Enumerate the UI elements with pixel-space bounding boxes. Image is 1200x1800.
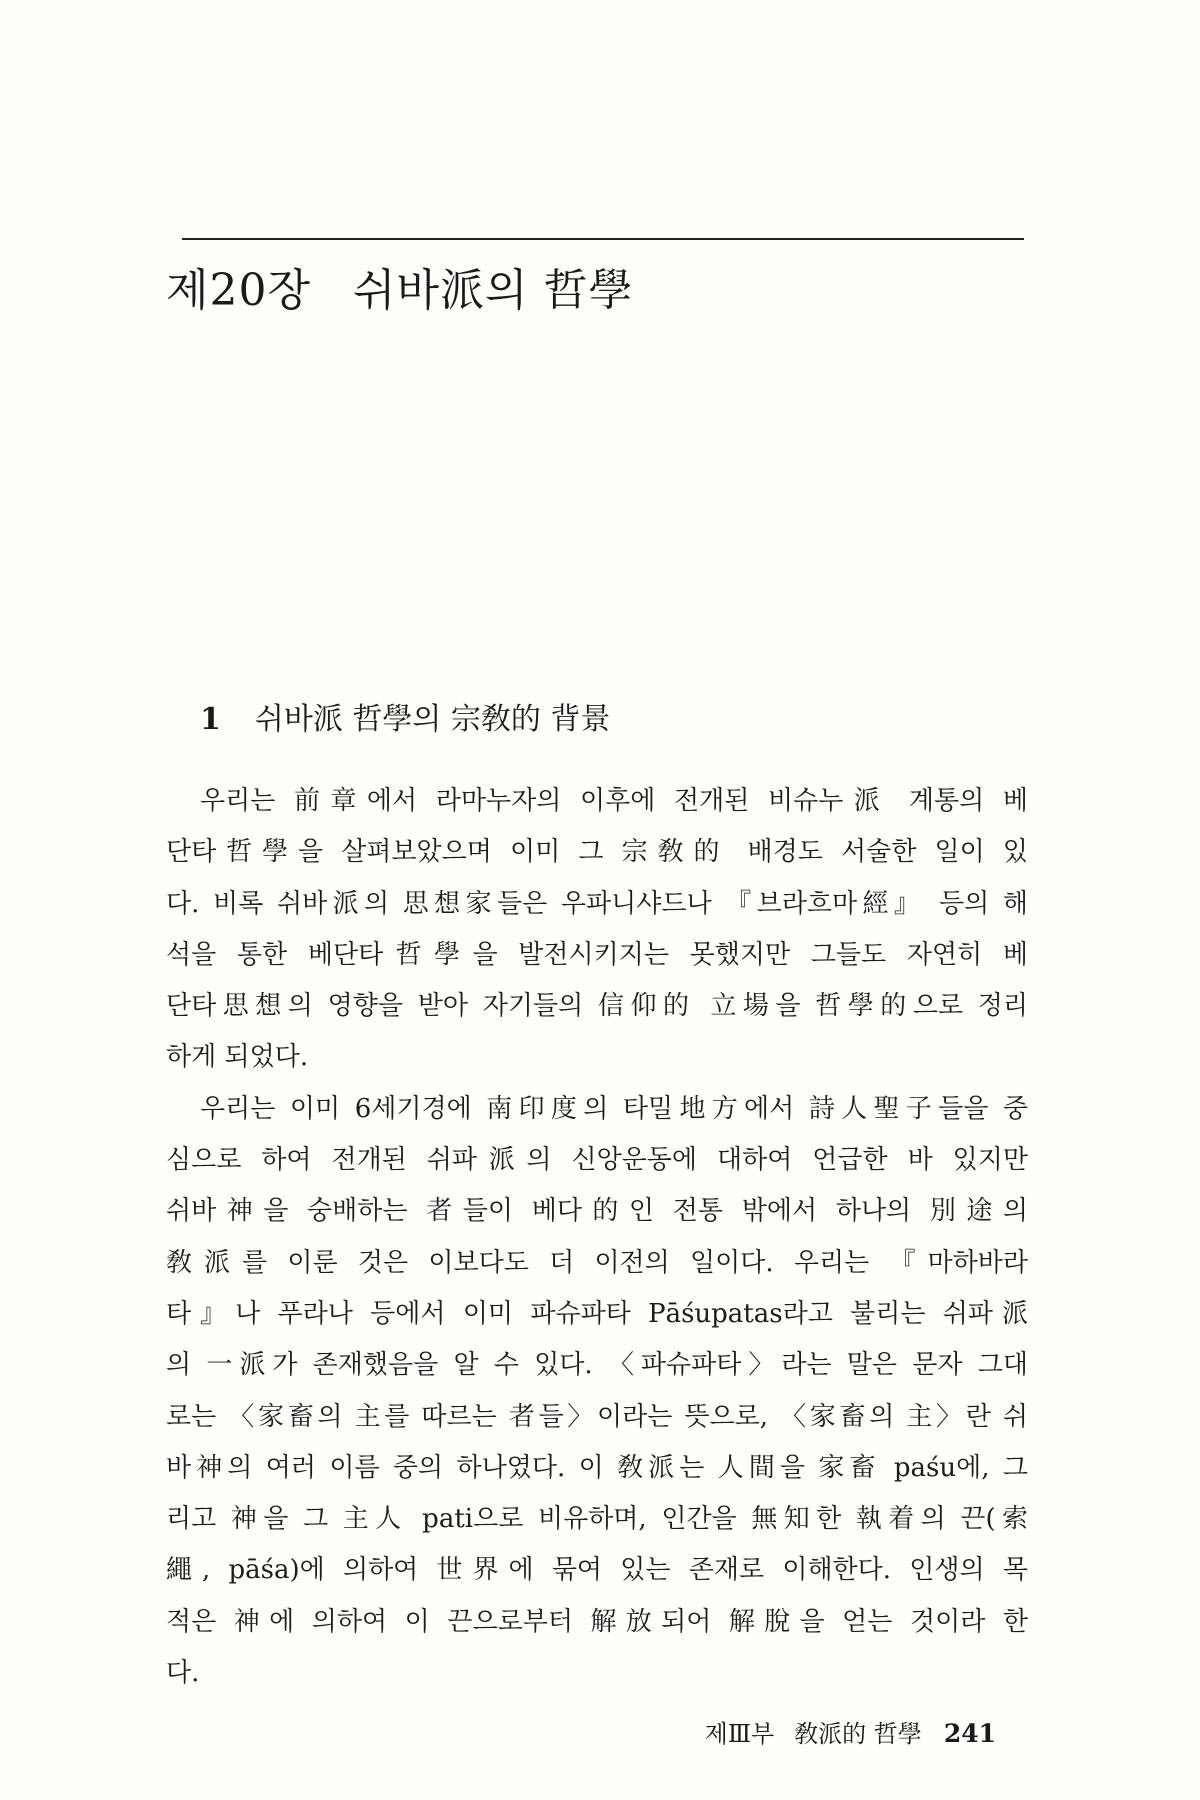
section-heading (200, 694, 610, 738)
top-rule (182, 238, 1024, 240)
text-line: 바神의 여러 이름 중의 하나였다. 이 敎派는 人間을 家畜 paśu에, 그 (166, 1452, 1028, 1483)
text-line: 繩, pāśa)에 의하여 世界에 묶여 있는 존재로 이해한다. 인생의 목 (166, 1555, 1028, 1586)
text-line: 리고 神을 그 主人 pati으로 비유하며, 인간을 無知한 執着의 끈(索 (166, 1504, 1028, 1535)
footer-part: 제Ⅲ부 (704, 1720, 775, 1748)
text-line: 쉬바神을 숭배하는 者들이 베다的인 전통 밖에서 하나의 別途의 (166, 1196, 1028, 1227)
text-line: 단타哲學을 살펴보았으며 이미 그 宗敎的 배경도 서술한 일이 있 (166, 837, 1028, 868)
text-line: 敎派를 이룬 것은 이보다도 더 이전의 일이다. 우리는 『마하바라 (166, 1247, 1028, 1278)
text-line: 의 一派가 존재했음을 알 수 있다. 〈파슈파타〉라는 말은 문자 그대 (166, 1350, 1028, 1381)
text-line: 로는 〈家畜의 主를 따르는 者들〉이라는 뜻으로, 〈家畜의 主〉란 쉬 (166, 1401, 1028, 1432)
text-line: 석을 통한 베단타哲學을 발전시키지는 못했지만 그들도 자연히 베 (166, 939, 1028, 970)
page-number: 241 (943, 1719, 996, 1748)
chapter-number: 제20장 (166, 265, 311, 316)
section-title: 쉬바派 哲學의 宗敎的 背景 (254, 702, 611, 737)
body-text (166, 776, 1028, 1699)
text-line: 다. (166, 1658, 200, 1689)
text-line: 적은 神에 의하여 이 끈으로부터 解放되어 解脫을 얻는 것이라 한 (166, 1606, 1028, 1637)
running-footer (705, 1714, 996, 1749)
text-line: 심으로 하여 전개된 쉬파派의 신앙운동에 대하여 언급한 바 있지만 (166, 1145, 1028, 1176)
text-line: 다. 비록 쉬바派의 思想家들은 우파니샤드나 『브라흐마經』 등의 해 (166, 888, 1028, 919)
chapter-title (166, 254, 634, 318)
text-line: 단타思想의 영향을 받아 자기들의 信仰的 立場을 哲學的으로 정리 (166, 991, 1028, 1022)
section-number: 1 (200, 702, 221, 737)
text-line: 타』나 푸라나 등에서 이미 파슈파타 Pāśupatas라고 불리는 쉬파派 (166, 1298, 1028, 1329)
chapter-name: 쉬바派의 哲學 (353, 265, 634, 316)
text-line: 우리는 이미 6세기경에 南印度의 타밀地方에서 詩人聖子들을 중 (200, 1093, 1028, 1124)
text-line: 하게 되었다. (166, 1042, 309, 1073)
footer-part-title: 敎派的 哲學 (794, 1720, 922, 1748)
text-line: 우리는 前章에서 라마누자의 이후에 전개된 비슈누派 계통의 베 (200, 786, 1028, 816)
